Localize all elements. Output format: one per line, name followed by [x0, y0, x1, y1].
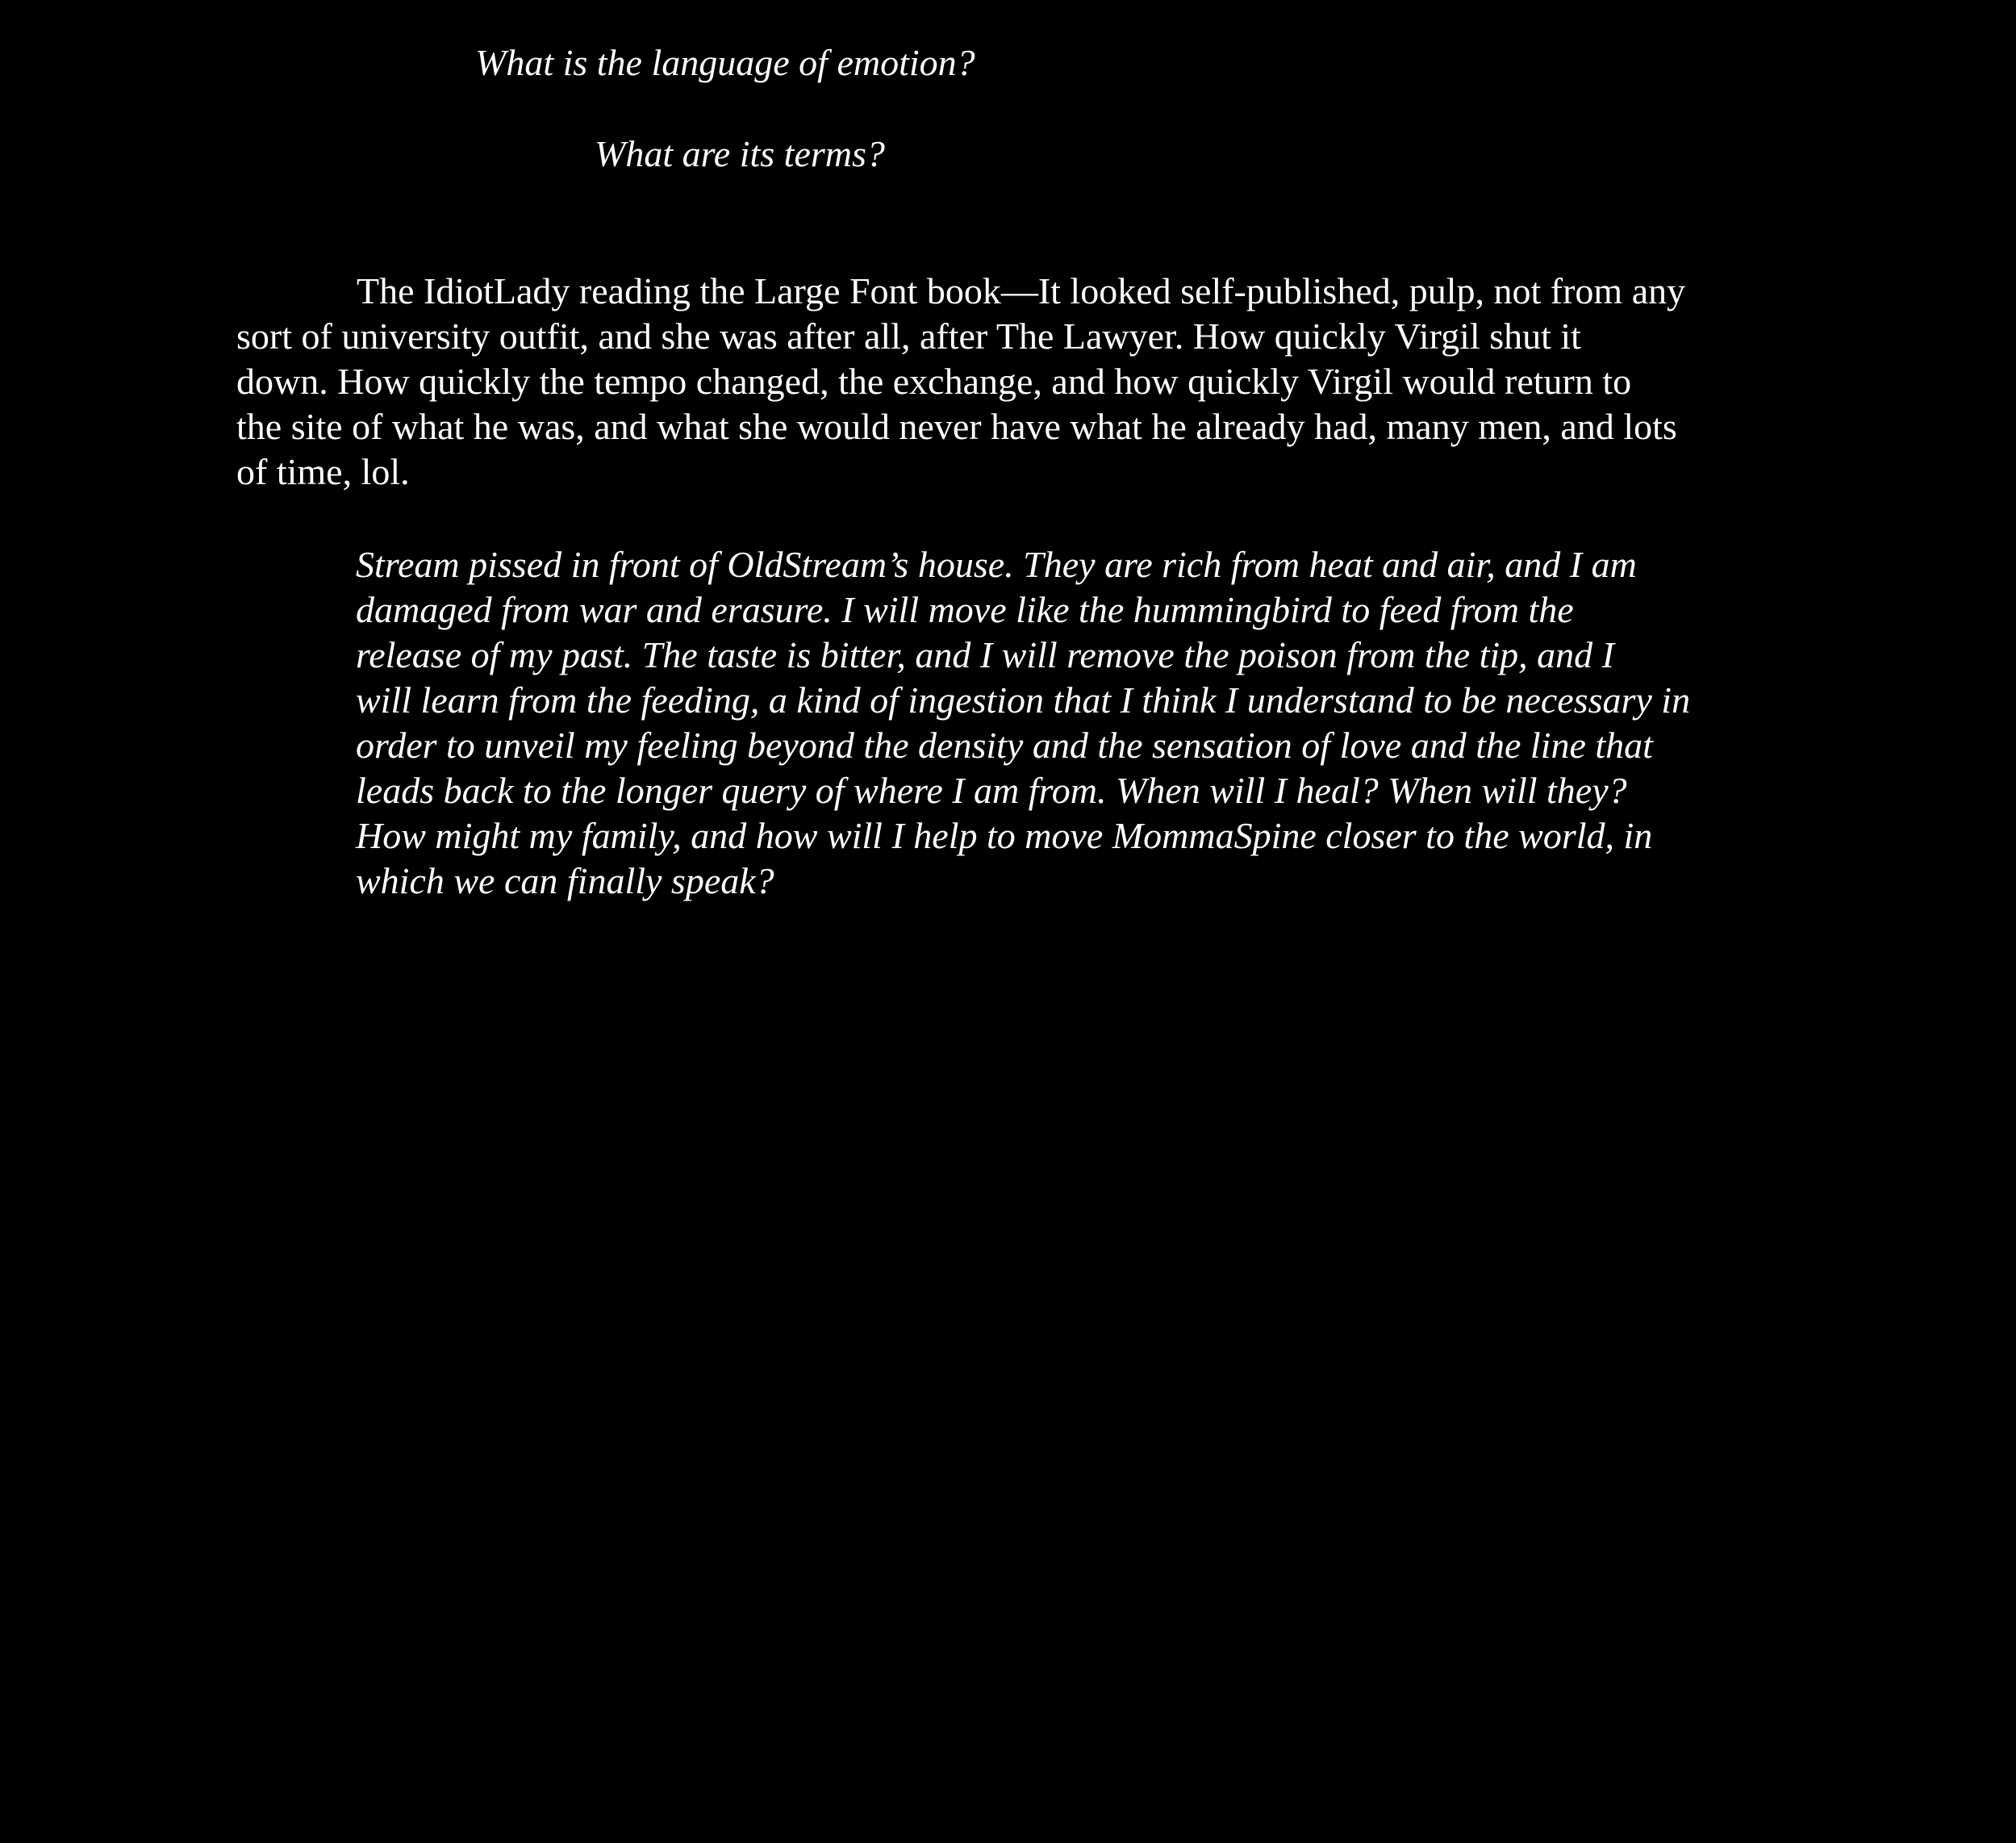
quote-line: Stream pissed in front of OldStream’s house. They are rich from heat and air, and I am — [356, 544, 1637, 585]
italic-block-quote — [356, 542, 1792, 904]
paragraph-line: the site of what he was, and what she would never have what he already had, many men, and lots — [236, 406, 1677, 447]
paragraph-line: down. How quickly the tempo changed, the exchange, and how quickly Virgil would return to — [236, 361, 1632, 402]
epigraph-question-1: What is the language of emotion? — [475, 42, 975, 83]
paragraph-line: sort of university outfit, and she was after all, after The Lawyer. How quickly Virgil shut it — [236, 316, 1581, 357]
paragraph-line: The IdiotLady reading the Large Font book—It looked self-published, pulp, not from any — [357, 270, 1686, 311]
quote-line: release of my past. The taste is bitter, and I will remove the poison from the tip, and I — [356, 634, 1615, 675]
quote-line: order to unveil my feeling beyond the density and the sensation of love and the line that — [356, 725, 1653, 766]
epigraph-question-2: What are its terms? — [595, 133, 885, 174]
quote-line: damaged from war and erasure. I will move like the hummingbird to feed from the — [356, 589, 1574, 630]
paragraph-line: of time, lol. — [236, 451, 410, 492]
quote-line: How might my family, and how will I help to move MommaSpine closer to the world, in — [356, 815, 1653, 856]
quote-line: which we can finally speak? — [356, 860, 774, 901]
quote-line: will learn from the feeding, a kind of ingestion that I think I understand to be necessary in — [356, 679, 1691, 721]
body-paragraph — [236, 269, 1777, 495]
quote-line: leads back to the longer query of where I am from. When will I heal? When will they? — [356, 770, 1627, 811]
